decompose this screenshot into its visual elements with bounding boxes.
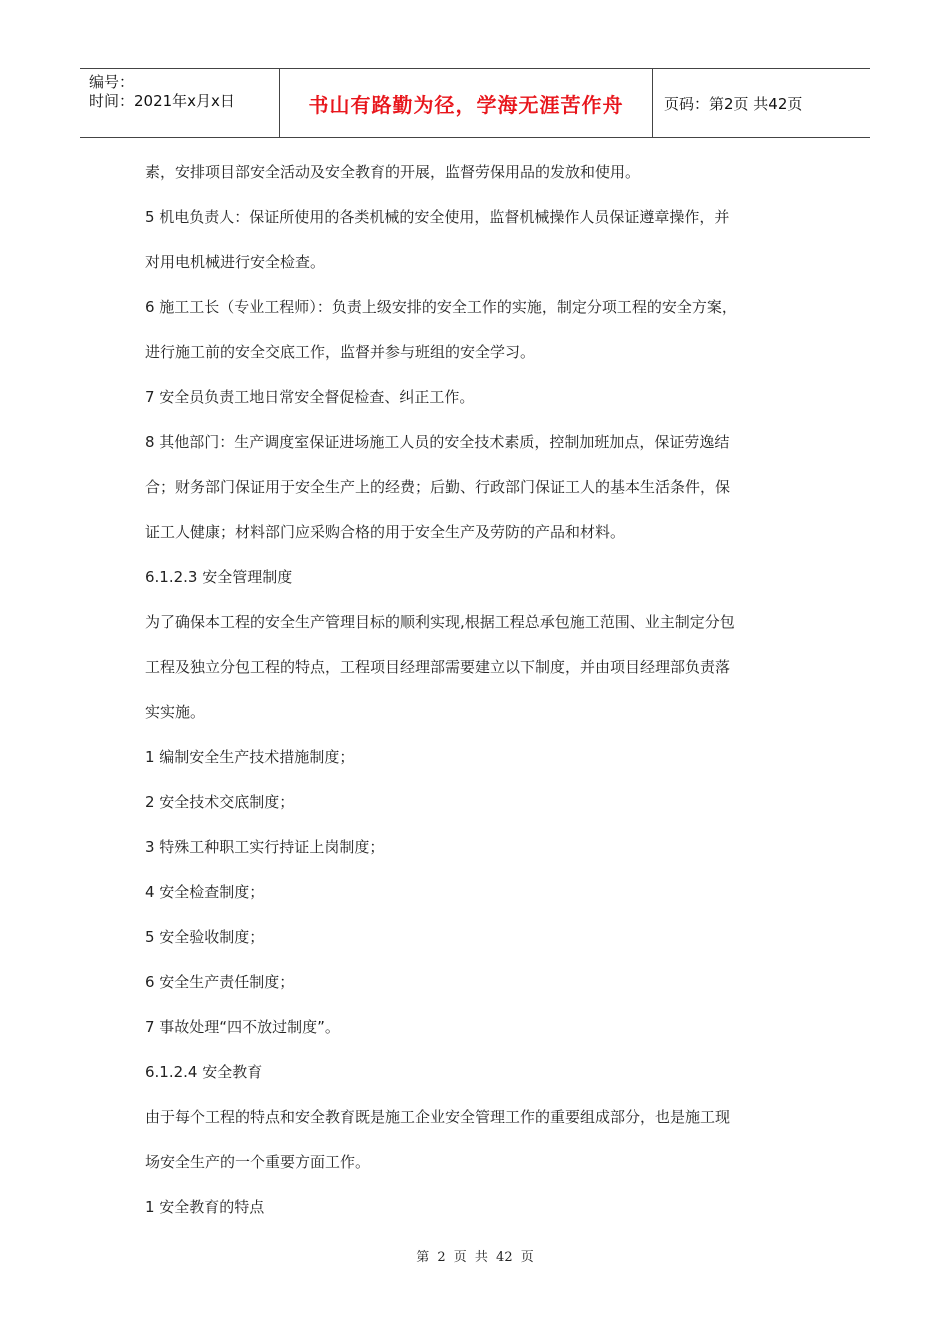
text-line: 进行施工前的安全交底工作，监督并参与班组的安全学习。 bbox=[145, 343, 536, 361]
header-page-info: 页码：第2页 共42页 bbox=[664, 94, 803, 113]
list-item: 4 安全检查制度； bbox=[145, 883, 265, 901]
text-line: 合；财务部门保证用于安全生产上的经费；后勤、行政部门保证工人的基本生活条件，保 bbox=[145, 478, 731, 496]
page-header bbox=[80, 68, 870, 138]
text-line: 实实施。 bbox=[145, 703, 206, 721]
list-item: 6 安全生产责任制度； bbox=[145, 973, 295, 991]
document-date: 时间：2021年x月x日 bbox=[89, 92, 235, 110]
list-item: 3 特殊工种职工实行持证上岗制度； bbox=[145, 838, 385, 856]
section-heading: 6.1.2.3 安全管理制度 bbox=[145, 568, 293, 586]
text-line: 7 安全员负责工地日常安全督促检查、纠正工作。 bbox=[145, 388, 475, 406]
list-item: 7 事故处理“四不放过制度”。 bbox=[145, 1018, 340, 1036]
text-line: 工程及独立分包工程的特点，工程项目经理部需要建立以下制度，并由项目经理部负责落 bbox=[145, 658, 731, 676]
text-line: 6 施工工长（专业工程师）：负责上级安排的安全工作的实施，制定分项工程的安全方案， bbox=[145, 298, 737, 316]
text-line: 对用电机械进行安全检查。 bbox=[145, 253, 326, 271]
header-motto: 书山有路勤为径，学海无涯苦作舟 bbox=[280, 69, 653, 137]
document-number-label: 编号： bbox=[89, 73, 135, 91]
list-item: 5 安全验收制度； bbox=[145, 928, 265, 946]
list-item: 2 安全技术交底制度； bbox=[145, 793, 295, 811]
section-heading: 6.1.2.4 安全教育 bbox=[145, 1063, 263, 1081]
text-line: 素，安排项目部安全活动及安全教育的开展，监督劳保用品的发放和使用。 bbox=[145, 163, 641, 181]
text-line: 5 机电负责人：保证所使用的各类机械的安全使用，监督机械操作人员保证遵章操作，并 bbox=[145, 208, 730, 226]
document-body bbox=[145, 150, 815, 1230]
list-item: 1 安全教育的特点 bbox=[145, 1198, 265, 1216]
text-line: 由于每个工程的特点和安全教育既是施工企业安全管理工作的重要组成部分，也是施工现 bbox=[145, 1108, 731, 1126]
header-meta bbox=[80, 69, 280, 137]
page-footer: 第 2 页 共 42 页 bbox=[416, 1250, 534, 1265]
text-line: 场安全生产的一个重要方面工作。 bbox=[145, 1153, 371, 1171]
text-line: 8 其他部门：生产调度室保证进场施工人员的安全技术素质，控制加班加点，保证劳逸结 bbox=[145, 433, 730, 451]
text-line: 证工人健康；材料部门应采购合格的用于安全生产及劳防的产品和材料。 bbox=[145, 523, 626, 541]
list-item: 1 编制安全生产技术措施制度； bbox=[145, 748, 355, 766]
text-line: 为了确保本工程的安全生产管理目标的顺利实现,根据工程总承包施工范围、业主制定分包 bbox=[145, 613, 735, 631]
